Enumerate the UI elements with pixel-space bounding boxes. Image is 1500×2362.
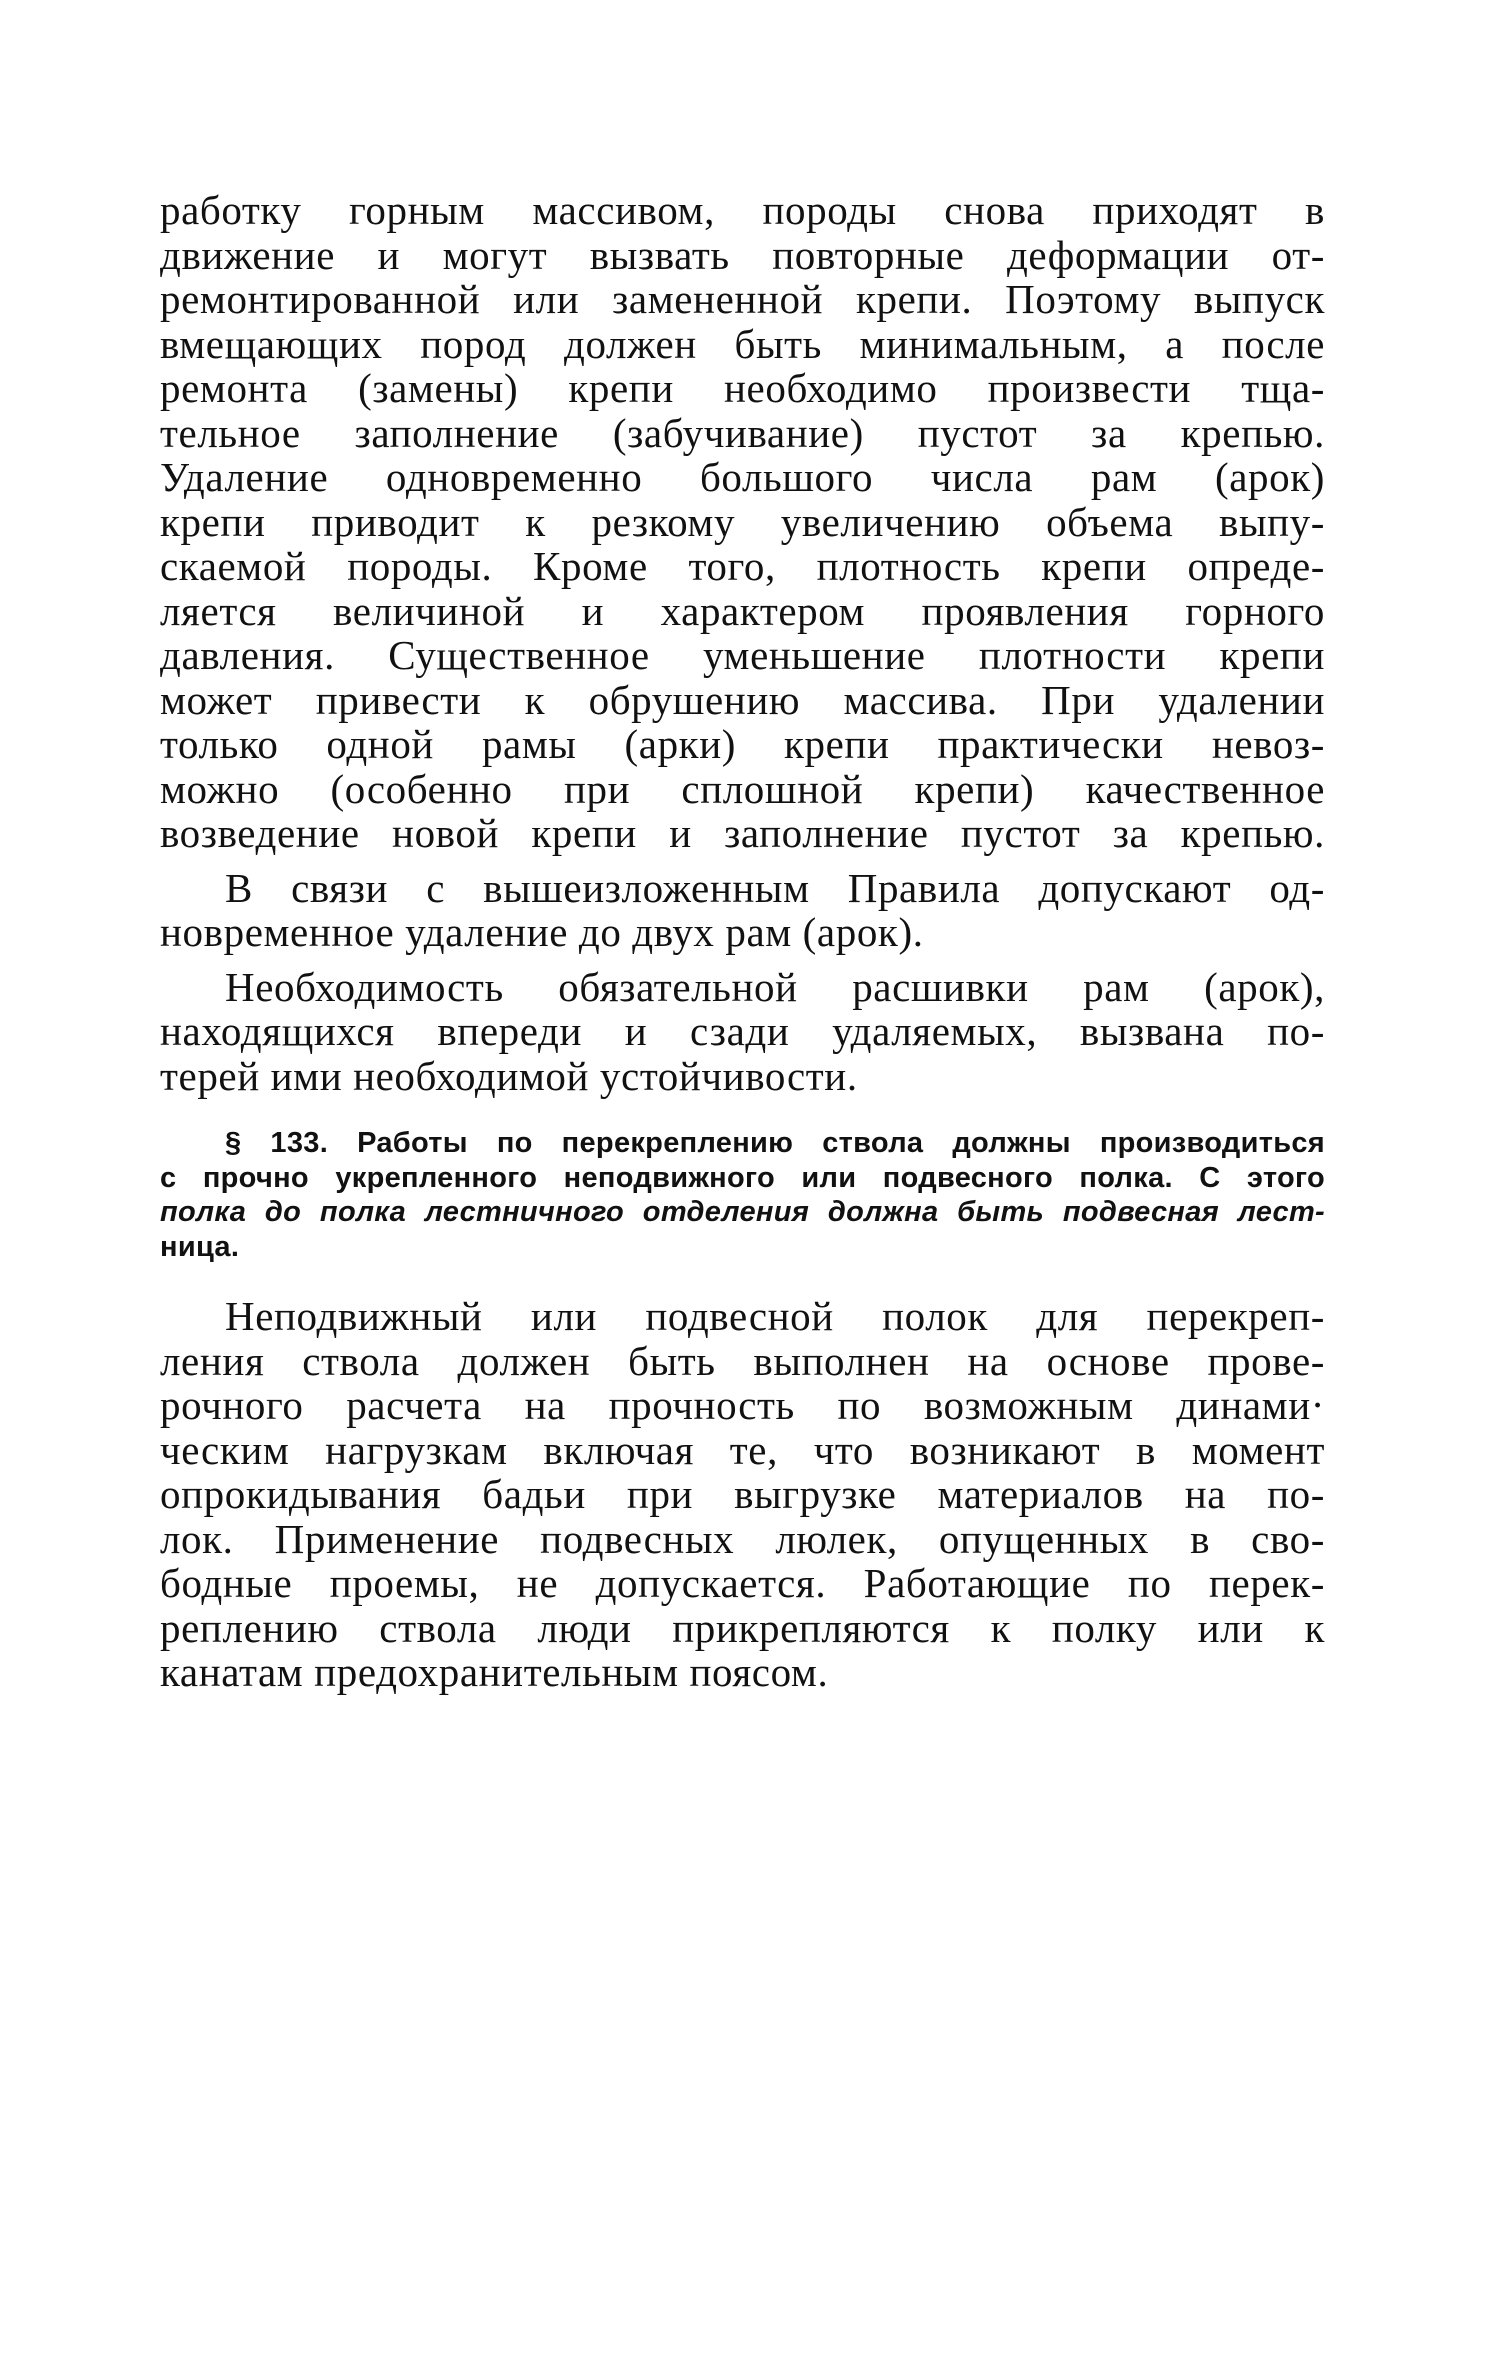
text-line: терей ими необходимой устойчивости.: [160, 1052, 858, 1099]
text-line: возведение новой крепи и заполнение пустот за крепью.: [160, 810, 1325, 856]
text-line: находящихся впереди и сзади удаляемых, вызвана по-: [160, 1008, 1325, 1054]
rule-line: с прочно укрепленного неподвижного или подвесного полка. С этого: [160, 1161, 1325, 1194]
text-line: ляется величиной и характером проявления горного: [160, 587, 1325, 634]
text-line: Неподвижный или подвесной полок для перекреп-: [225, 1293, 1325, 1339]
text-line: тельное заполнение (забучивание) пустот за крепью.: [160, 409, 1325, 456]
text-line: только одной рамы (арки) крепи практически невоз-: [160, 721, 1325, 767]
rule-line: полка до полка лестничного отделения должна быть подвесная лест-: [160, 1196, 1325, 1228]
paragraph-commentary: [160, 1294, 1325, 1695]
text-line: вмещающих пород должен быть минимальным, а после: [160, 320, 1325, 367]
rule-section-133: [160, 1126, 1325, 1264]
text-line: Удаление одновременно большого числа рам (арок): [160, 454, 1325, 500]
text-line: лок. Применение подвесных люлек, опущенных в сво-: [160, 1515, 1325, 1562]
text-line: В связи с вышеизложенным Правила допускают од-: [225, 864, 1325, 911]
text-line: может привести к обрушению массива. При удалении: [160, 676, 1325, 723]
text-line: ремонта (замены) крепи необходимо произвести тща-: [160, 365, 1325, 411]
text-line: ческим нагрузкам включая те, что возникают в момент: [160, 1426, 1325, 1473]
text-line: Необходимость обязательной расшивки рам (арок),: [225, 963, 1325, 1010]
text-line: можно (особенно при сплошной крепи) качественное: [160, 765, 1325, 812]
rule-line: § 133. Работы по перекреплению ствола должны производиться: [225, 1127, 1325, 1159]
text-line: работку горным массивом, породы снова приходят в: [160, 187, 1325, 233]
text-line: реплению ствола люди прикрепляются к полку или к: [160, 1604, 1325, 1651]
text-line: крепи приводит к резкому увеличению объема выпу-: [160, 498, 1325, 545]
paragraph-stitching: [160, 965, 1325, 1099]
document-page: [160, 188, 1325, 1695]
paragraph-continued: [160, 188, 1325, 856]
text-line: давления. Существенное уменьшение плотности крепи: [160, 632, 1325, 678]
text-line: ремонтированной или замененной крепи. Поэтому выпуск: [160, 276, 1325, 322]
text-line: движение и могут вызвать повторные деформации от-: [160, 231, 1325, 278]
text-line: ления ствола должен быть выполнен на основе прове-: [160, 1337, 1325, 1384]
text-line: рочного расчета на прочность по возможным динами·: [160, 1382, 1325, 1428]
text-line: скаемой породы. Кроме того, плотность крепи опреде-: [160, 543, 1325, 589]
text-line: новременное удаление до двух рам (арок).: [160, 909, 924, 955]
text-line: опрокидывания бадьи при выгрузке материалов на по-: [160, 1471, 1325, 1517]
text-line: бодные проемы, не допускается. Работающие по перек-: [160, 1560, 1325, 1606]
paragraph-rules-allowance: [160, 866, 1325, 955]
rule-line: ница.: [160, 1230, 240, 1263]
text-line: канатам предохранительным поясом.: [160, 1649, 829, 1695]
